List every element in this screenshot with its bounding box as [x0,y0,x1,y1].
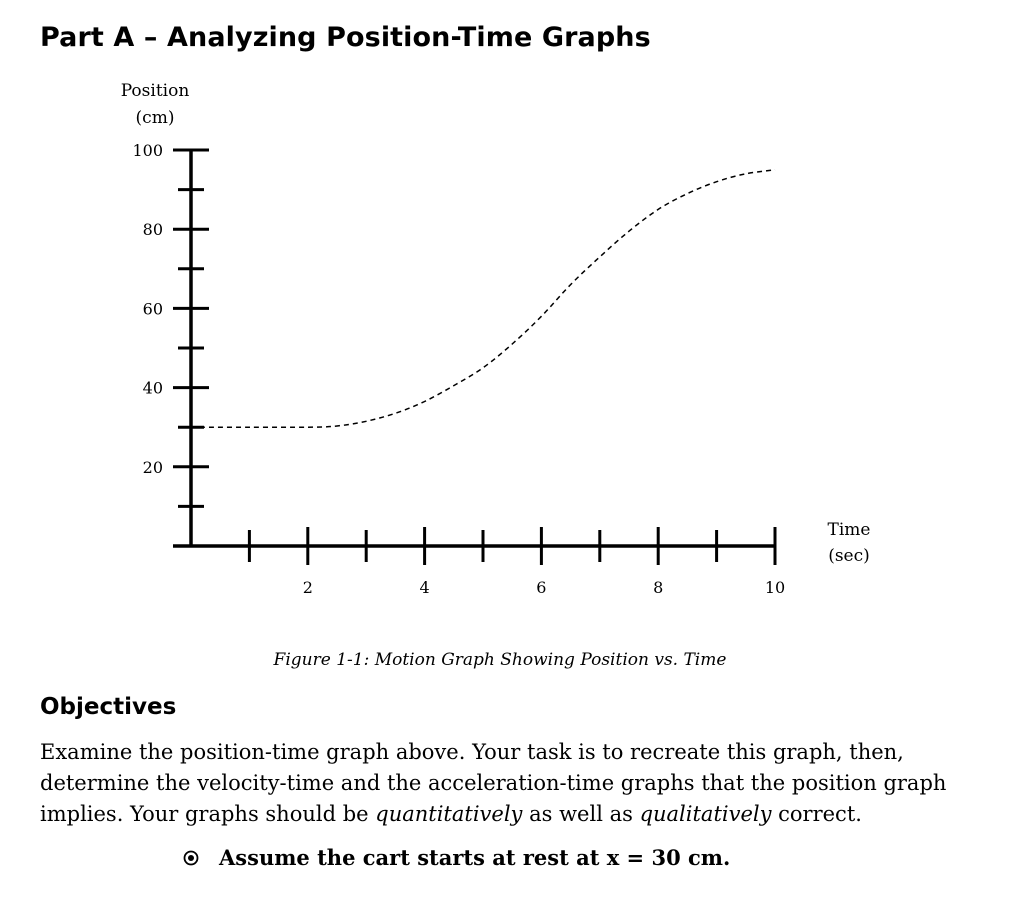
objectives-paragraph [40,737,990,830]
bullet-text: Assume the cart starts at rest at x = 30 cm. [219,845,731,870]
objectives-heading: Objectives [40,694,177,720]
bullet-item [183,845,730,870]
objectives-text-2: as well as [522,802,640,826]
y-tick-label: 20 [142,457,163,477]
x-axis-label-line2: (sec) [828,546,870,566]
x-tick-label: 10 [764,578,786,597]
y-tick-label: 80 [142,220,163,240]
figure-caption: Figure 1-1: Motion Graph Showing Position vs. Time [273,650,727,670]
y-axis-label-line1: Position [120,81,190,101]
y-axis-label-line2: (cm) [135,108,175,128]
objectives-text-3: correct. [771,802,862,826]
x-tick-label: 4 [419,578,430,597]
x-tick-label: 8 [653,578,664,597]
x-axis-label-line1: Time [827,520,871,540]
y-tick-label: 100 [132,141,163,160]
x-tick-label: 2 [302,578,313,597]
x-tick-label: 6 [536,578,547,597]
page-title: Part A – Analyzing Position-Time Graphs [40,22,651,53]
objectives-emphasis-quantitatively: quantitatively [375,802,523,826]
bullet-target-icon [183,850,199,866]
objectives-text-1: Examine the position-time graph above. Your task is to recreate this graph, then, determine the velocity-time and the acceleration-time graphs that the position graph implies. Your graphs should be [40,740,947,826]
position-curve [191,170,775,427]
objectives-emphasis-qualitatively: qualitatively [639,802,772,826]
y-tick-label: 60 [142,299,163,319]
y-tick-label: 40 [142,378,163,398]
